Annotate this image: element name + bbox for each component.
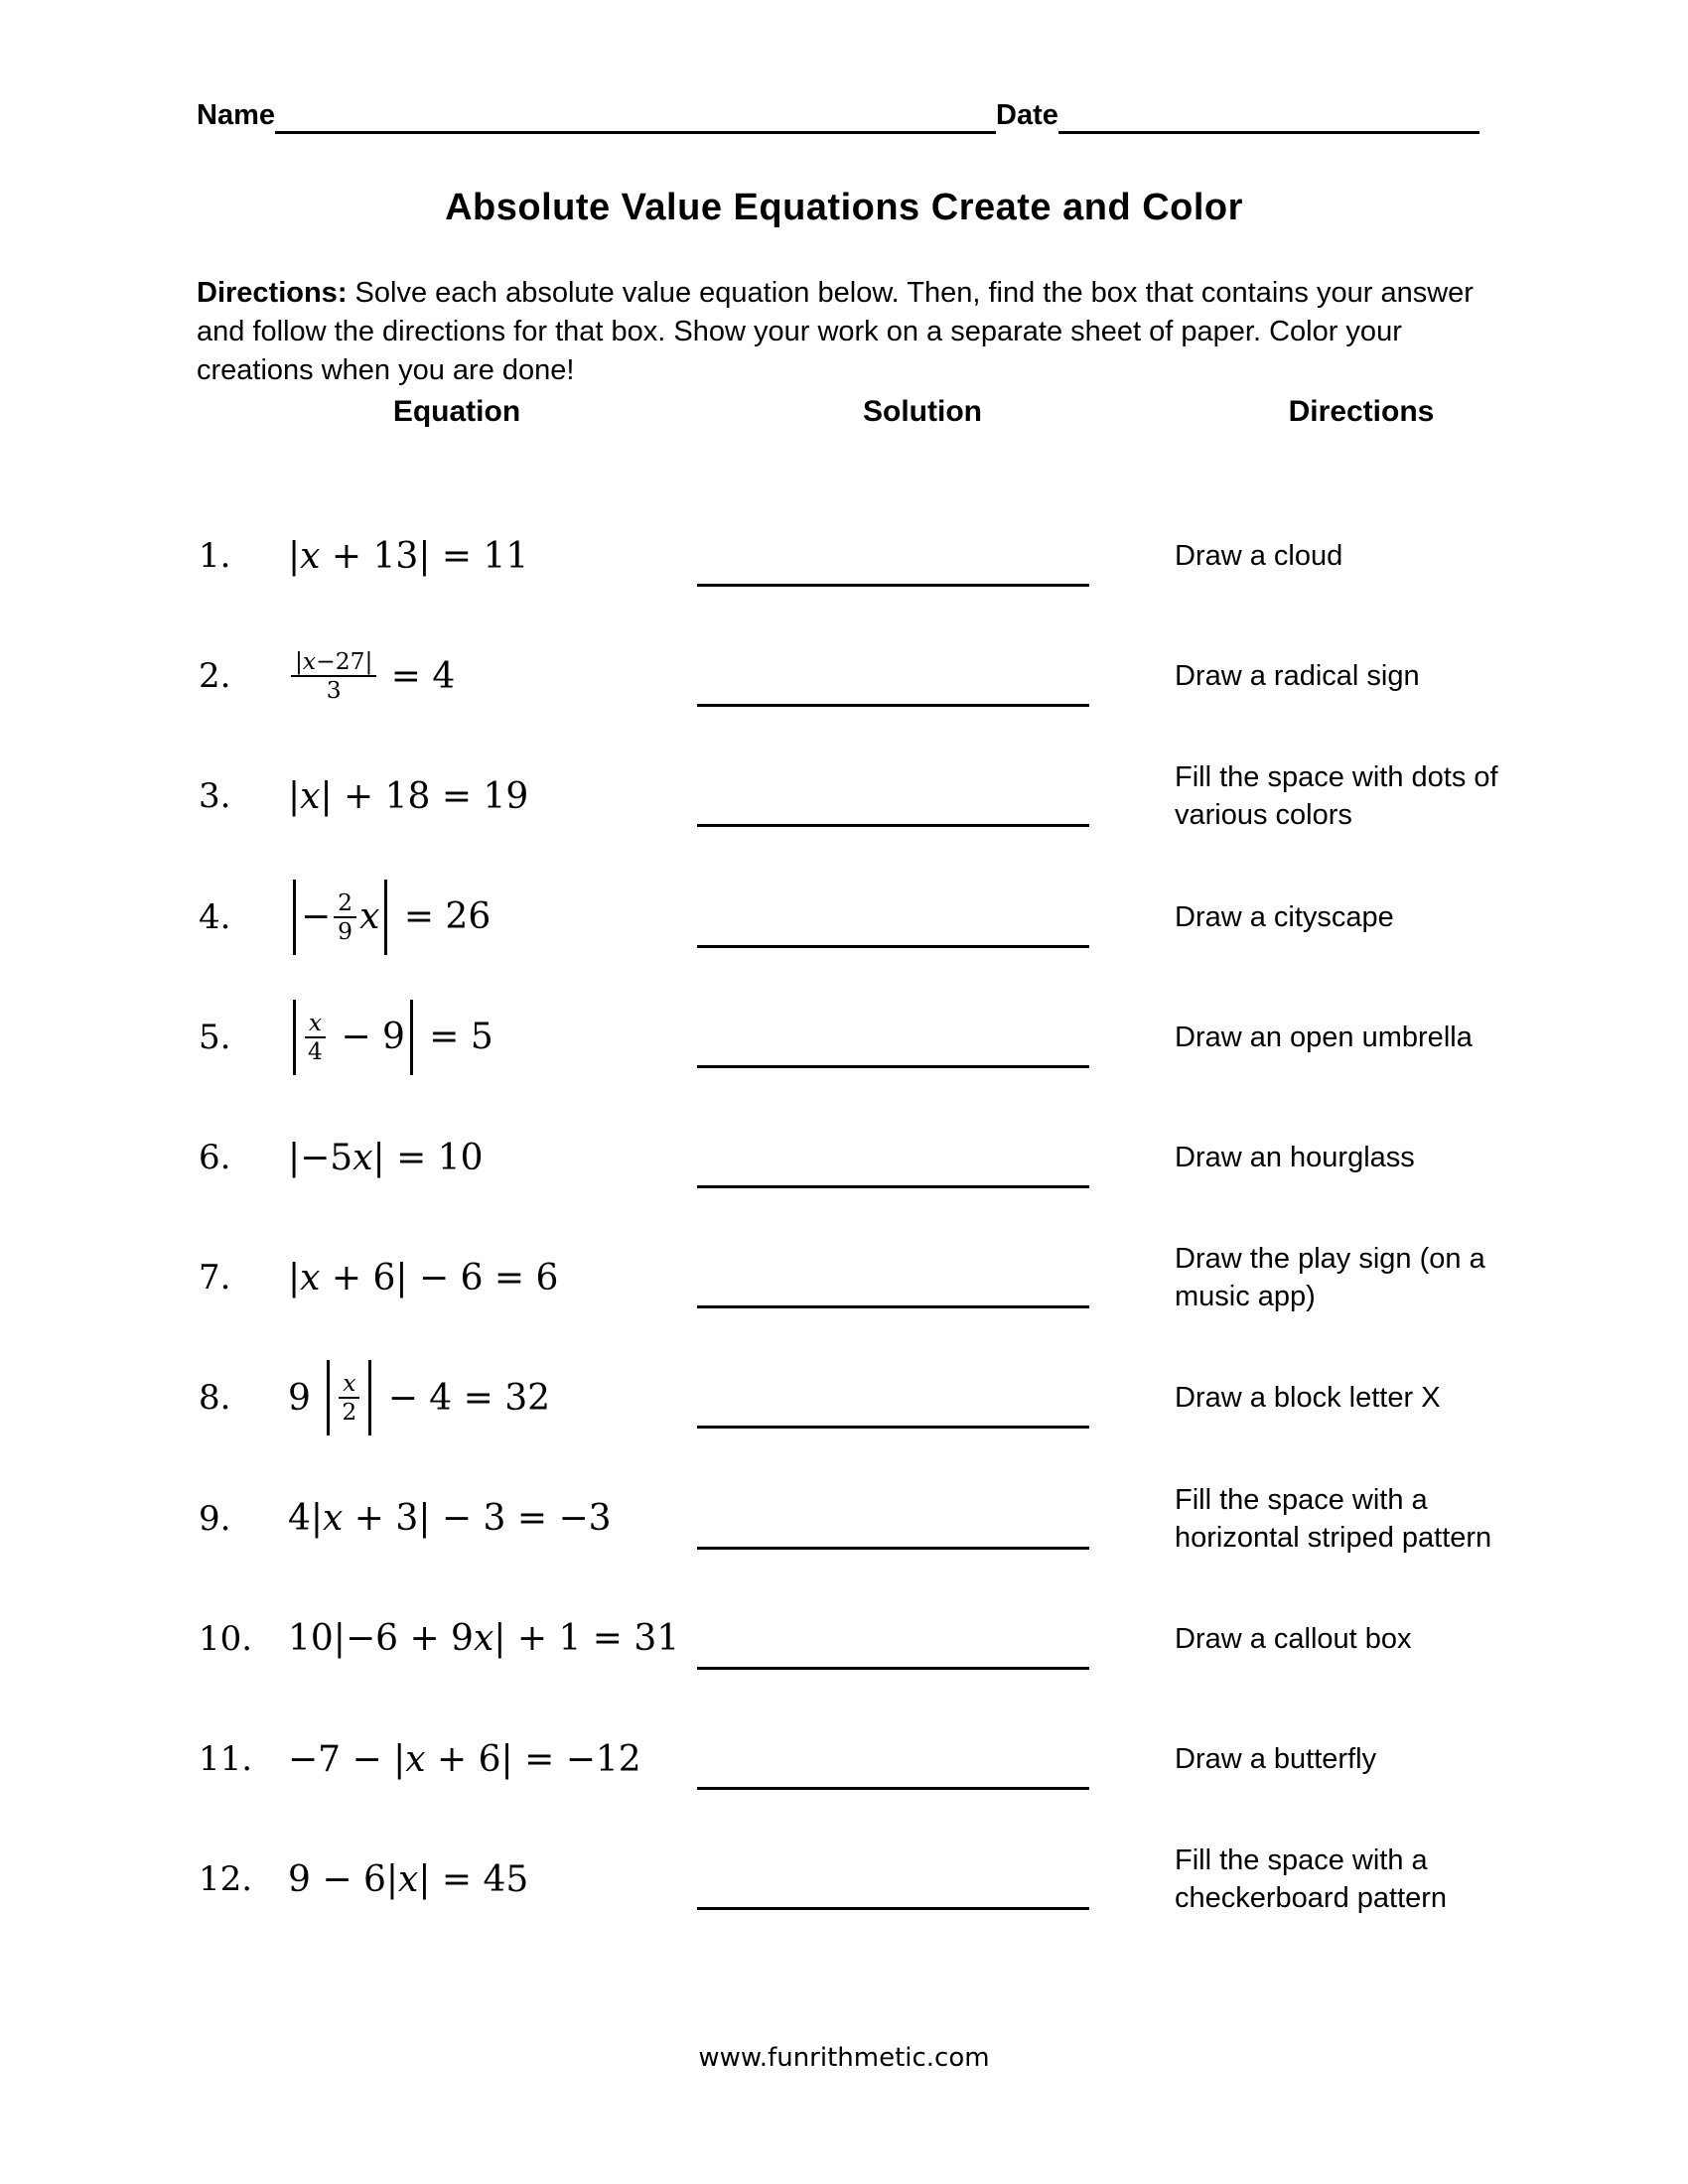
fraction-numerator: x [305,1010,326,1038]
footer-url: www.funrithmetic.com [698,2043,990,2073]
equation [288,1498,612,1539]
worksheet-row [199,616,1519,736]
row-number: 10. [199,1618,253,1659]
solution-blank-line [697,1667,1089,1670]
column-header-solution: Solution [863,395,982,428]
row-number: 1. [199,536,231,576]
row-number: 5. [199,1017,231,1057]
absolute-value-bar [368,1360,371,1435]
equation [288,776,528,817]
equation-text: − [301,896,332,938]
absolute-value-bar [384,880,387,955]
equation-text: 9 [288,1377,323,1419]
equation-text: |x + 13| = 11 [288,535,529,577]
worksheet-row [199,858,1519,977]
worksheet-row [199,1579,1519,1699]
fraction-numerator: x [339,1370,359,1399]
absolute-value-bar [293,880,296,955]
directions-paragraph [197,274,1487,390]
equation-text: − 4 = 32 [376,1377,551,1419]
direction-text: Draw a cityscape [1175,900,1394,933]
equation-text: 10|−6 + 9x| + 1 = 31 [288,1618,680,1660]
row-number: 8. [199,1378,231,1419]
equation [288,536,528,577]
fraction-denominator: 2 [342,1398,357,1427]
solution-blank-line [697,824,1089,827]
directions-label: Directions: [197,277,348,309]
solution-blank-line [697,1787,1089,1790]
row-number: 6. [199,1138,231,1177]
column-header-directions: Directions [1288,395,1435,428]
absolute-value-bar [410,1000,413,1075]
direction-text: Draw a butterfly [1175,1743,1377,1775]
equation-text: 9 − 6|x| = 45 [288,1858,529,1900]
direction-text: Draw the play sign (on a music app) [1175,1243,1485,1313]
worksheet-row [199,1820,1519,1939]
equation-text: = 5 [417,1017,493,1058]
equation [288,1859,528,1900]
solution-blank-line [697,1185,1089,1188]
equation [288,880,491,955]
fraction [291,648,376,704]
name-label: Name [197,99,275,131]
absolute-value-bar [293,1000,296,1075]
solution-blank-line [697,1547,1089,1550]
row-number: 2. [199,656,231,697]
equation [288,1360,550,1435]
solution-blank-line [697,1065,1089,1068]
direction-text: Draw a radical sign [1175,660,1420,693]
direction-text: Fill the space with dots of various colors [1175,761,1498,832]
worksheet-row [199,978,1519,1097]
solution-blank-line [697,1907,1089,1910]
direction-text: Draw an hourglass [1175,1142,1415,1173]
page-title: Absolute Value Equations Create and Color [445,187,1243,228]
direction-text: Fill the space with a horizontal striped pattern [1175,1483,1492,1554]
row-number: 4. [199,896,231,937]
worksheet-row [199,1218,1519,1337]
solution-blank-line [697,1305,1089,1308]
fraction-denominator: 4 [308,1036,323,1065]
worksheet-row [199,737,1519,856]
direction-text: Draw a block letter X [1175,1382,1441,1415]
fraction [338,1370,360,1426]
equation-text: 4|x + 3| − 3 = −3 [288,1498,612,1540]
row-number: 7. [199,1258,231,1298]
worksheet-row [199,1338,1519,1457]
direction-text: Draw a cloud [1175,540,1343,572]
fraction-denominator: 3 [326,676,342,705]
solution-blank-line [697,584,1089,587]
equation [288,1258,558,1298]
fraction [304,1010,327,1065]
fraction [334,889,356,945]
worksheet-row [199,496,1519,615]
equation-text: = 4 [379,655,456,697]
equation-text: |x| + 18 = 19 [288,775,529,817]
fraction-denominator: 9 [338,916,353,945]
worksheet-row [199,1459,1519,1578]
equation-text: = 26 [392,896,492,938]
worksheet-row [199,1700,1519,1819]
direction-text: Draw a callout box [1175,1622,1412,1655]
fraction-numerator: 2 [334,889,356,918]
solution-blank-line [697,1426,1089,1429]
name-date-row [197,95,1479,134]
row-number: 3. [199,776,231,817]
row-number: 9. [199,1498,231,1539]
directions-text: Solve each absolute value equation below. Then, find the box that contains your answer and follow the directions for that box. Show your work on a separate sheet of paper. Color your creations when you are done! [197,277,1474,386]
equation [288,1138,484,1178]
direction-text: Draw an open umbrella [1175,1021,1473,1053]
worksheet-row [199,1098,1519,1217]
date-blank-line [1058,95,1479,134]
fraction-numerator: |x−27| [291,648,376,677]
equation [288,1000,493,1075]
solution-blank-line [697,945,1089,948]
equation [288,1618,679,1659]
equation [288,648,455,704]
equation-text: −7 − |x + 6| = −12 [288,1738,641,1780]
equation [288,1739,641,1780]
equation-text: x [359,896,380,938]
equation-text: |x + 6| − 6 = 6 [288,1257,559,1298]
row-number: 11. [199,1739,253,1779]
direction-text: Fill the space with a checkerboard pattern [1175,1844,1448,1915]
solution-blank-line [697,704,1089,707]
equation-text: |−5x| = 10 [288,1137,484,1178]
column-header-equation: Equation [392,395,521,428]
equation-text: − 9 [329,1017,405,1058]
date-label: Date [996,99,1058,131]
absolute-value-bar [327,1360,330,1435]
name-blank-line [275,95,996,134]
row-number: 12. [199,1859,253,1900]
